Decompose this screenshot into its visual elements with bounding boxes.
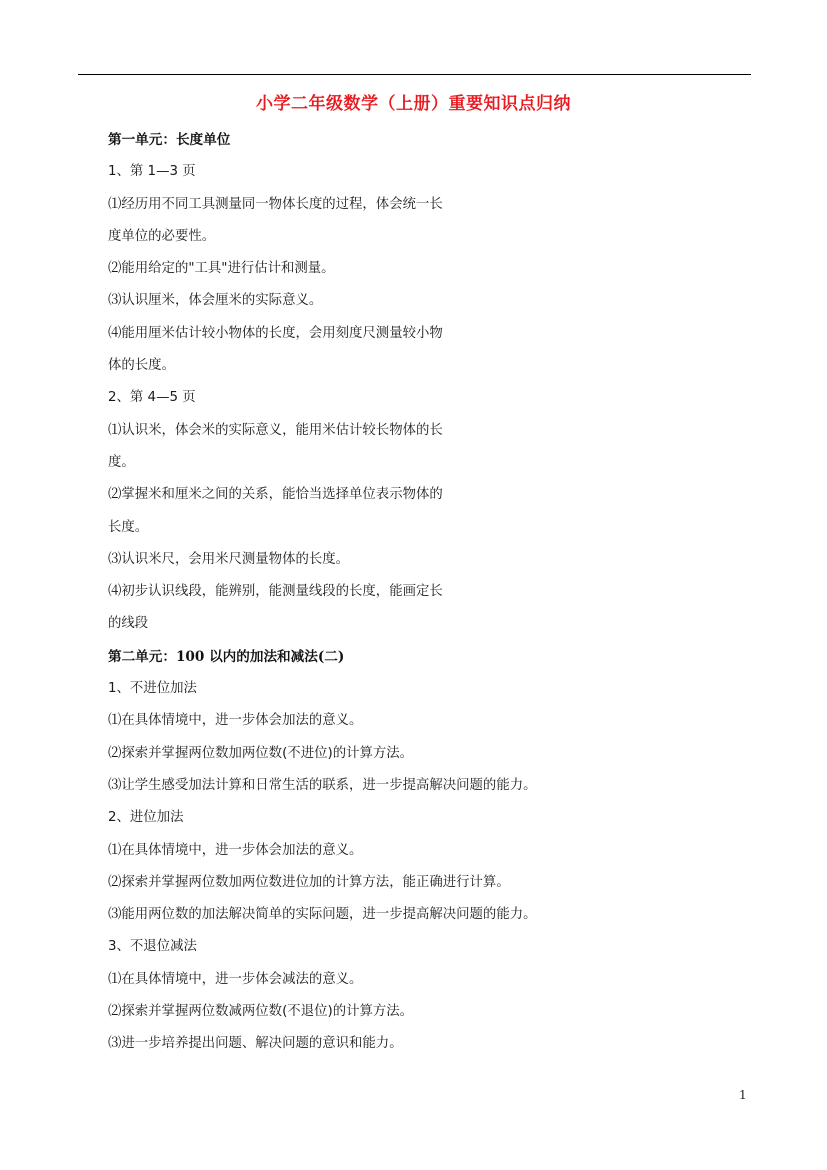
text-line: 1、不进位加法 (108, 681, 197, 697)
section-heading: 第一单元：长度单位 (108, 132, 231, 148)
text-line: ⑴在具体情境中，进一步体会减法的意义。 (108, 971, 363, 987)
text-line: 2、进位加法 (108, 810, 184, 826)
text-line: ⑴在具体情境中，进一步体会加法的意义。 (108, 842, 363, 858)
text-line: ⑴经历用不同工具测量同一物体长度的过程，体会统一长 (108, 196, 443, 212)
text-line: ⑶认识米尺，会用米尺测量物体的长度。 (108, 551, 350, 567)
text-line: ⑵探索并掌握两位数加两位数进位加的计算方法，能正确进行计算。 (108, 874, 510, 890)
text-line: ⑶让学生感受加法计算和日常生活的联系，进一步提高解决问题的能力。 (108, 777, 537, 793)
text-line: 1、第 1—3 页 (108, 164, 196, 180)
text-line: ⑶认识厘米，体会厘米的实际意义。 (108, 293, 323, 309)
document-body (108, 124, 728, 1061)
text-line: 度单位的必要性。 (108, 228, 216, 244)
text-line: 的线段 (108, 616, 149, 632)
text-line: 度。 (108, 454, 135, 470)
text-line: 体的长度。 (108, 358, 175, 374)
page-number: 1 (739, 1088, 747, 1102)
header-rule (78, 74, 751, 75)
text-line: 长度。 (108, 519, 149, 535)
text-line: ⑷初步认识线段，能辨别，能测量线段的长度，能画定长 (108, 584, 443, 600)
text-line: ⑵能用给定的"工具"进行估计和测量。 (108, 261, 335, 277)
text-line: 2、第 4—5 页 (108, 390, 196, 406)
text-line: ⑵掌握米和厘米之间的关系，能恰当选择单位表示物体的 (108, 487, 443, 503)
text-line: ⑶能用两位数的加法解决简单的实际问题，进一步提高解决问题的能力。 (108, 907, 537, 923)
text-line: ⑷能用厘米估计较小物体的长度，会用刻度尺测量较小物 (108, 325, 443, 341)
text-line: ⑵探索并掌握两位数加两位数(不进位)的计算方法。 (108, 745, 414, 761)
text-line: ⑴在具体情境中，进一步体会加法的意义。 (108, 713, 363, 729)
section-heading: 第二单元：100 以内的加法和减法(二) (108, 648, 345, 665)
text-line: ⑶进一步培养提出问题、解决问题的意识和能力。 (108, 1036, 403, 1052)
text-line: ⑵探索并掌握两位数减两位数(不退位)的计算方法。 (108, 1004, 414, 1020)
document-title: 小学二年级数学（上册）重要知识点归纳 (256, 94, 571, 114)
text-line: 3、不退位减法 (108, 939, 197, 955)
text-line: ⑴认识米，体会米的实际意义，能用米估计较长物体的长 (108, 422, 443, 438)
